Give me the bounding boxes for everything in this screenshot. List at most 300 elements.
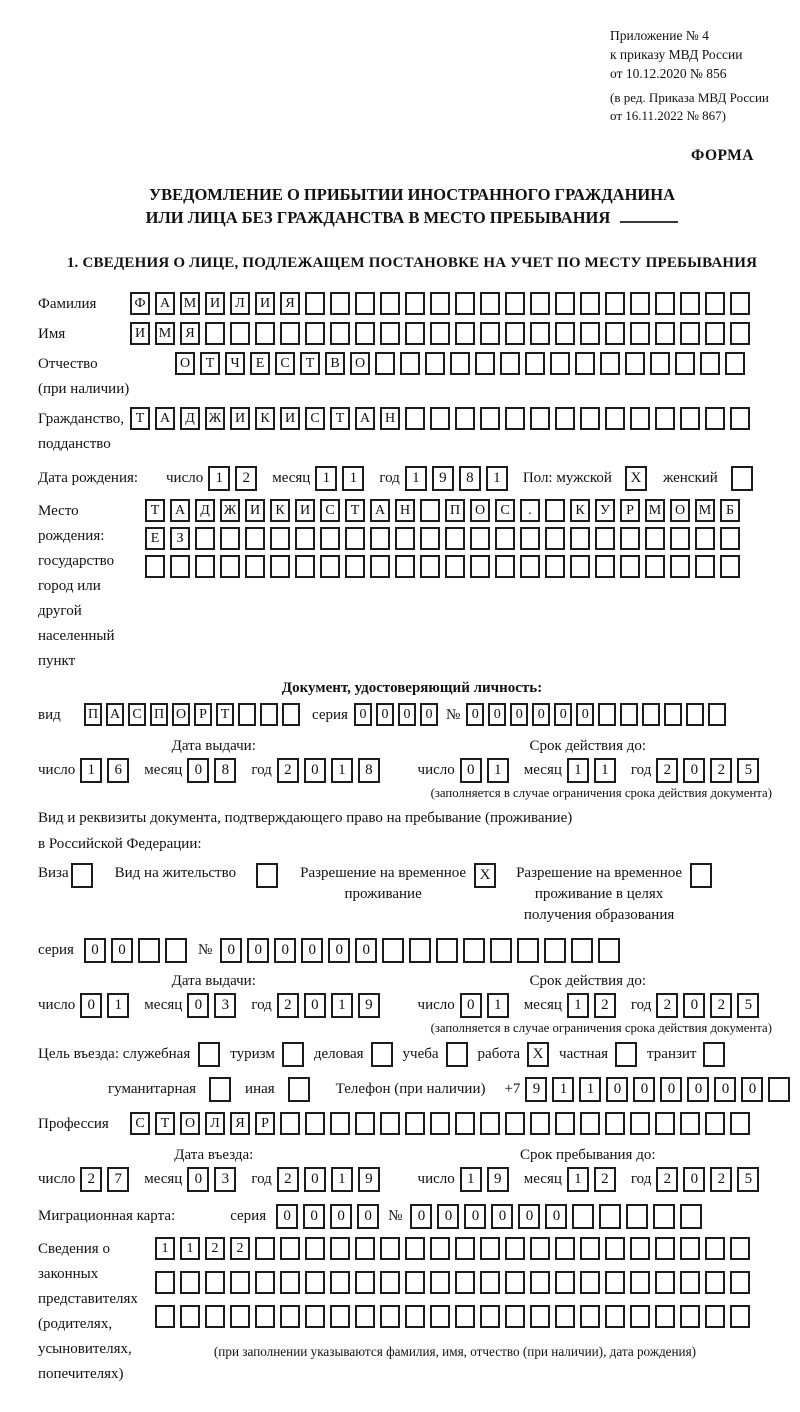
char-cell[interactable] <box>330 322 350 345</box>
char-cell[interactable] <box>245 527 265 550</box>
char-cell[interactable]: И <box>245 499 265 522</box>
char-cell[interactable]: 0 <box>304 993 326 1018</box>
char-cell[interactable]: 0 <box>437 1204 459 1229</box>
char-cell[interactable] <box>605 1271 625 1294</box>
sex-male-checkbox[interactable]: X <box>625 466 647 491</box>
char-cell[interactable]: 1 <box>579 1077 601 1102</box>
char-cell[interactable]: 0 <box>545 1204 567 1229</box>
char-cell[interactable] <box>180 1305 200 1328</box>
char-cell[interactable]: 2 <box>277 1167 299 1192</box>
char-cell[interactable]: 2 <box>80 1167 102 1192</box>
char-cell[interactable]: П <box>445 499 465 522</box>
char-cell[interactable] <box>255 322 275 345</box>
char-cell[interactable] <box>380 1271 400 1294</box>
char-cell[interactable] <box>505 1271 525 1294</box>
char-cell[interactable]: О <box>172 703 190 726</box>
char-cell[interactable] <box>455 322 475 345</box>
char-cell[interactable] <box>575 352 595 375</box>
char-cell[interactable] <box>320 527 340 550</box>
char-cell[interactable] <box>380 1305 400 1328</box>
char-cell[interactable]: 1 <box>208 466 230 491</box>
char-cell[interactable]: Б <box>720 499 740 522</box>
char-cell[interactable] <box>730 1237 750 1260</box>
char-cell[interactable] <box>705 407 725 430</box>
char-cell[interactable] <box>650 352 670 375</box>
char-cell[interactable] <box>630 322 650 345</box>
char-cell[interactable]: 2 <box>594 1167 616 1192</box>
char-cell[interactable]: 0 <box>687 1077 709 1102</box>
char-cell[interactable] <box>330 1237 350 1260</box>
char-cell[interactable] <box>155 1305 175 1328</box>
char-cell[interactable] <box>480 407 500 430</box>
char-cell[interactable] <box>455 1305 475 1328</box>
char-cell[interactable] <box>686 703 704 726</box>
char-cell[interactable] <box>445 527 465 550</box>
char-cell[interactable] <box>405 1305 425 1328</box>
char-cell[interactable]: И <box>295 499 315 522</box>
char-cell[interactable]: 0 <box>460 993 482 1018</box>
char-cell[interactable]: Л <box>205 1112 225 1135</box>
char-cell[interactable]: 8 <box>459 466 481 491</box>
char-cell[interactable] <box>430 1271 450 1294</box>
purpose-private-checkbox[interactable] <box>615 1042 637 1067</box>
char-cell[interactable] <box>280 322 300 345</box>
char-cell[interactable] <box>270 527 290 550</box>
char-cell[interactable]: 1 <box>460 1167 482 1192</box>
char-cell[interactable] <box>675 352 695 375</box>
char-cell[interactable] <box>730 1112 750 1135</box>
char-cell[interactable]: У <box>595 499 615 522</box>
char-cell[interactable]: А <box>155 407 175 430</box>
char-cell[interactable] <box>653 1204 675 1229</box>
char-cell[interactable]: С <box>305 407 325 430</box>
char-cell[interactable] <box>230 322 250 345</box>
char-cell[interactable]: М <box>645 499 665 522</box>
char-cell[interactable]: 2 <box>710 758 732 783</box>
char-cell[interactable]: . <box>520 499 540 522</box>
char-cell[interactable]: 1 <box>567 758 589 783</box>
char-cell[interactable] <box>355 1112 375 1135</box>
char-cell[interactable] <box>530 1271 550 1294</box>
char-cell[interactable]: С <box>128 703 146 726</box>
char-cell[interactable]: С <box>495 499 515 522</box>
char-cell[interactable]: 8 <box>214 758 236 783</box>
char-cell[interactable] <box>445 555 465 578</box>
char-cell[interactable]: Ж <box>220 499 240 522</box>
char-cell[interactable] <box>480 1237 500 1260</box>
char-cell[interactable]: 9 <box>358 993 380 1018</box>
char-cell[interactable] <box>330 1112 350 1135</box>
char-cell[interactable]: С <box>320 499 340 522</box>
char-cell[interactable]: Ч <box>225 352 245 375</box>
char-cell[interactable]: О <box>670 499 690 522</box>
char-cell[interactable] <box>355 1305 375 1328</box>
char-cell[interactable]: 5 <box>737 1167 759 1192</box>
char-cell[interactable]: 0 <box>80 993 102 1018</box>
char-cell[interactable] <box>505 1237 525 1260</box>
char-cell[interactable] <box>430 1305 450 1328</box>
char-cell[interactable] <box>280 1305 300 1328</box>
char-cell[interactable] <box>530 292 550 315</box>
char-cell[interactable]: 1 <box>567 993 589 1018</box>
char-cell[interactable]: Н <box>380 407 400 430</box>
char-cell[interactable] <box>270 555 290 578</box>
char-cell[interactable] <box>455 292 475 315</box>
char-cell[interactable] <box>430 407 450 430</box>
char-cell[interactable] <box>463 938 485 963</box>
char-cell[interactable] <box>480 322 500 345</box>
char-cell[interactable] <box>555 407 575 430</box>
char-cell[interactable] <box>655 1271 675 1294</box>
char-cell[interactable]: 9 <box>358 1167 380 1192</box>
char-cell[interactable] <box>680 322 700 345</box>
char-cell[interactable]: А <box>370 499 390 522</box>
char-cell[interactable] <box>345 527 365 550</box>
char-cell[interactable]: 0 <box>420 703 438 726</box>
char-cell[interactable]: 0 <box>220 938 242 963</box>
char-cell[interactable] <box>725 352 745 375</box>
char-cell[interactable] <box>705 322 725 345</box>
char-cell[interactable]: Т <box>216 703 234 726</box>
char-cell[interactable] <box>305 292 325 315</box>
char-cell[interactable] <box>255 1237 275 1260</box>
char-cell[interactable]: А <box>355 407 375 430</box>
char-cell[interactable]: 1 <box>486 466 508 491</box>
char-cell[interactable] <box>530 322 550 345</box>
sex-female-checkbox[interactable] <box>731 466 753 491</box>
char-cell[interactable] <box>420 527 440 550</box>
char-cell[interactable]: 0 <box>554 703 572 726</box>
char-cell[interactable] <box>720 527 740 550</box>
char-cell[interactable] <box>605 292 625 315</box>
char-cell[interactable]: 1 <box>315 466 337 491</box>
char-cell[interactable] <box>630 1112 650 1135</box>
char-cell[interactable]: Т <box>345 499 365 522</box>
char-cell[interactable] <box>380 1112 400 1135</box>
char-cell[interactable] <box>205 1271 225 1294</box>
char-cell[interactable]: О <box>350 352 370 375</box>
char-cell[interactable] <box>320 555 340 578</box>
char-cell[interactable]: 0 <box>488 703 506 726</box>
char-cell[interactable] <box>355 292 375 315</box>
char-cell[interactable]: 1 <box>331 993 353 1018</box>
char-cell[interactable]: З <box>170 527 190 550</box>
char-cell[interactable] <box>680 407 700 430</box>
char-cell[interactable]: 1 <box>180 1237 200 1260</box>
char-cell[interactable] <box>530 1112 550 1135</box>
char-cell[interactable] <box>405 1112 425 1135</box>
char-cell[interactable] <box>664 703 682 726</box>
char-cell[interactable]: 2 <box>230 1237 250 1260</box>
char-cell[interactable] <box>400 352 420 375</box>
char-cell[interactable] <box>305 322 325 345</box>
char-cell[interactable] <box>530 407 550 430</box>
char-cell[interactable]: 2 <box>235 466 257 491</box>
char-cell[interactable]: 0 <box>633 1077 655 1102</box>
char-cell[interactable] <box>355 1237 375 1260</box>
char-cell[interactable] <box>282 703 300 726</box>
char-cell[interactable]: Д <box>180 407 200 430</box>
char-cell[interactable] <box>570 527 590 550</box>
char-cell[interactable] <box>355 322 375 345</box>
char-cell[interactable] <box>705 1305 725 1328</box>
char-cell[interactable]: 0 <box>247 938 269 963</box>
char-cell[interactable]: 0 <box>518 1204 540 1229</box>
char-cell[interactable] <box>768 1077 790 1102</box>
char-cell[interactable] <box>495 555 515 578</box>
char-cell[interactable] <box>330 1305 350 1328</box>
char-cell[interactable]: 2 <box>277 758 299 783</box>
char-cell[interactable]: Н <box>395 499 415 522</box>
char-cell[interactable] <box>630 1237 650 1260</box>
char-cell[interactable]: 1 <box>594 758 616 783</box>
char-cell[interactable] <box>375 352 395 375</box>
char-cell[interactable] <box>195 555 215 578</box>
purpose-work-checkbox[interactable]: X <box>527 1042 549 1067</box>
char-cell[interactable]: 1 <box>487 993 509 1018</box>
char-cell[interactable]: 0 <box>464 1204 486 1229</box>
char-cell[interactable] <box>480 1112 500 1135</box>
char-cell[interactable]: 0 <box>460 758 482 783</box>
char-cell[interactable] <box>330 292 350 315</box>
char-cell[interactable]: 2 <box>656 1167 678 1192</box>
char-cell[interactable] <box>205 1305 225 1328</box>
char-cell[interactable] <box>245 555 265 578</box>
char-cell[interactable] <box>580 292 600 315</box>
purpose-business-checkbox[interactable] <box>371 1042 393 1067</box>
char-cell[interactable]: Я <box>280 292 300 315</box>
char-cell[interactable] <box>630 407 650 430</box>
char-cell[interactable] <box>395 527 415 550</box>
char-cell[interactable] <box>580 322 600 345</box>
char-cell[interactable]: Е <box>145 527 165 550</box>
char-cell[interactable] <box>708 703 726 726</box>
char-cell[interactable] <box>295 555 315 578</box>
char-cell[interactable] <box>680 1305 700 1328</box>
char-cell[interactable] <box>230 1305 250 1328</box>
char-cell[interactable]: 0 <box>330 1204 352 1229</box>
char-cell[interactable]: 0 <box>510 703 528 726</box>
char-cell[interactable]: Р <box>255 1112 275 1135</box>
char-cell[interactable]: 7 <box>107 1167 129 1192</box>
char-cell[interactable] <box>655 1237 675 1260</box>
char-cell[interactable] <box>505 322 525 345</box>
char-cell[interactable]: 1 <box>331 1167 353 1192</box>
char-cell[interactable] <box>670 555 690 578</box>
char-cell[interactable]: А <box>170 499 190 522</box>
char-cell[interactable] <box>430 1237 450 1260</box>
char-cell[interactable]: 0 <box>303 1204 325 1229</box>
char-cell[interactable]: К <box>255 407 275 430</box>
char-cell[interactable]: 0 <box>683 993 705 1018</box>
char-cell[interactable]: И <box>280 407 300 430</box>
char-cell[interactable]: 9 <box>487 1167 509 1192</box>
char-cell[interactable] <box>280 1112 300 1135</box>
char-cell[interactable] <box>370 527 390 550</box>
char-cell[interactable] <box>630 292 650 315</box>
char-cell[interactable]: 0 <box>491 1204 513 1229</box>
char-cell[interactable]: Ф <box>130 292 150 315</box>
char-cell[interactable] <box>544 938 566 963</box>
char-cell[interactable] <box>680 1237 700 1260</box>
char-cell[interactable] <box>555 1305 575 1328</box>
char-cell[interactable]: 0 <box>532 703 550 726</box>
char-cell[interactable]: 8 <box>358 758 380 783</box>
char-cell[interactable] <box>145 555 165 578</box>
char-cell[interactable] <box>305 1237 325 1260</box>
char-cell[interactable]: 5 <box>737 993 759 1018</box>
char-cell[interactable]: 0 <box>304 758 326 783</box>
char-cell[interactable]: 0 <box>683 758 705 783</box>
char-cell[interactable]: 2 <box>656 758 678 783</box>
purpose-study-checkbox[interactable] <box>446 1042 468 1067</box>
char-cell[interactable]: 0 <box>301 938 323 963</box>
char-cell[interactable] <box>520 555 540 578</box>
residence-permit-checkbox[interactable] <box>256 863 278 888</box>
char-cell[interactable] <box>345 555 365 578</box>
char-cell[interactable]: Я <box>180 322 200 345</box>
char-cell[interactable]: 0 <box>274 938 296 963</box>
char-cell[interactable]: Д <box>195 499 215 522</box>
char-cell[interactable] <box>680 1271 700 1294</box>
char-cell[interactable] <box>620 555 640 578</box>
char-cell[interactable]: 0 <box>466 703 484 726</box>
char-cell[interactable]: Ж <box>205 407 225 430</box>
char-cell[interactable] <box>480 1305 500 1328</box>
char-cell[interactable] <box>680 1112 700 1135</box>
char-cell[interactable]: Р <box>194 703 212 726</box>
char-cell[interactable] <box>430 1112 450 1135</box>
char-cell[interactable]: 2 <box>205 1237 225 1260</box>
char-cell[interactable] <box>405 1271 425 1294</box>
char-cell[interactable] <box>220 527 240 550</box>
char-cell[interactable] <box>409 938 431 963</box>
char-cell[interactable]: И <box>205 292 225 315</box>
char-cell[interactable] <box>330 1271 350 1294</box>
char-cell[interactable] <box>700 352 720 375</box>
char-cell[interactable] <box>430 292 450 315</box>
char-cell[interactable]: М <box>155 322 175 345</box>
char-cell[interactable]: 0 <box>741 1077 763 1102</box>
char-cell[interactable]: Р <box>620 499 640 522</box>
char-cell[interactable] <box>530 1237 550 1260</box>
char-cell[interactable] <box>380 1237 400 1260</box>
char-cell[interactable] <box>380 322 400 345</box>
char-cell[interactable]: М <box>180 292 200 315</box>
char-cell[interactable] <box>730 1271 750 1294</box>
char-cell[interactable]: П <box>150 703 168 726</box>
char-cell[interactable] <box>670 527 690 550</box>
char-cell[interactable] <box>655 1305 675 1328</box>
char-cell[interactable] <box>620 527 640 550</box>
char-cell[interactable] <box>520 527 540 550</box>
char-cell[interactable]: Л <box>230 292 250 315</box>
char-cell[interactable]: 0 <box>357 1204 379 1229</box>
char-cell[interactable]: 1 <box>405 466 427 491</box>
char-cell[interactable] <box>420 499 440 522</box>
char-cell[interactable] <box>405 1237 425 1260</box>
char-cell[interactable] <box>382 938 404 963</box>
char-cell[interactable] <box>205 322 225 345</box>
char-cell[interactable]: 0 <box>304 1167 326 1192</box>
char-cell[interactable]: 0 <box>714 1077 736 1102</box>
char-cell[interactable] <box>475 352 495 375</box>
char-cell[interactable]: С <box>275 352 295 375</box>
char-cell[interactable] <box>370 555 390 578</box>
char-cell[interactable]: 0 <box>376 703 394 726</box>
char-cell[interactable] <box>230 1271 250 1294</box>
char-cell[interactable]: 0 <box>354 703 372 726</box>
char-cell[interactable] <box>530 1305 550 1328</box>
char-cell[interactable]: О <box>175 352 195 375</box>
char-cell[interactable] <box>480 292 500 315</box>
char-cell[interactable] <box>380 292 400 315</box>
char-cell[interactable]: Т <box>300 352 320 375</box>
purpose-transit-checkbox[interactable] <box>703 1042 725 1067</box>
temp-residence-checkbox[interactable]: X <box>474 863 496 888</box>
char-cell[interactable] <box>730 292 750 315</box>
char-cell[interactable] <box>571 938 593 963</box>
char-cell[interactable]: Т <box>155 1112 175 1135</box>
char-cell[interactable] <box>645 555 665 578</box>
char-cell[interactable] <box>570 555 590 578</box>
char-cell[interactable]: Т <box>200 352 220 375</box>
char-cell[interactable]: 1 <box>567 1167 589 1192</box>
char-cell[interactable] <box>705 1237 725 1260</box>
purpose-tourism-checkbox[interactable] <box>282 1042 304 1067</box>
char-cell[interactable]: 0 <box>84 938 106 963</box>
char-cell[interactable] <box>655 407 675 430</box>
char-cell[interactable] <box>505 407 525 430</box>
char-cell[interactable] <box>525 352 545 375</box>
char-cell[interactable]: 0 <box>187 993 209 1018</box>
char-cell[interactable]: И <box>255 292 275 315</box>
char-cell[interactable] <box>580 1271 600 1294</box>
char-cell[interactable]: 0 <box>410 1204 432 1229</box>
char-cell[interactable] <box>455 1112 475 1135</box>
char-cell[interactable] <box>455 1237 475 1260</box>
char-cell[interactable] <box>580 1305 600 1328</box>
char-cell[interactable] <box>655 322 675 345</box>
char-cell[interactable]: 1 <box>80 758 102 783</box>
char-cell[interactable]: П <box>84 703 102 726</box>
char-cell[interactable]: 2 <box>277 993 299 1018</box>
char-cell[interactable] <box>305 1305 325 1328</box>
char-cell[interactable] <box>630 1305 650 1328</box>
char-cell[interactable] <box>545 555 565 578</box>
char-cell[interactable] <box>355 1271 375 1294</box>
char-cell[interactable]: И <box>130 322 150 345</box>
char-cell[interactable] <box>425 352 445 375</box>
char-cell[interactable]: Т <box>330 407 350 430</box>
char-cell[interactable]: О <box>180 1112 200 1135</box>
char-cell[interactable] <box>455 1271 475 1294</box>
char-cell[interactable] <box>550 352 570 375</box>
char-cell[interactable] <box>255 1305 275 1328</box>
char-cell[interactable] <box>598 938 620 963</box>
char-cell[interactable]: С <box>130 1112 150 1135</box>
char-cell[interactable] <box>490 938 512 963</box>
char-cell[interactable]: К <box>570 499 590 522</box>
char-cell[interactable] <box>580 1237 600 1260</box>
char-cell[interactable] <box>505 292 525 315</box>
char-cell[interactable] <box>580 407 600 430</box>
char-cell[interactable]: 9 <box>432 466 454 491</box>
char-cell[interactable]: Я <box>230 1112 250 1135</box>
char-cell[interactable] <box>730 1305 750 1328</box>
char-cell[interactable] <box>695 527 715 550</box>
char-cell[interactable] <box>170 555 190 578</box>
